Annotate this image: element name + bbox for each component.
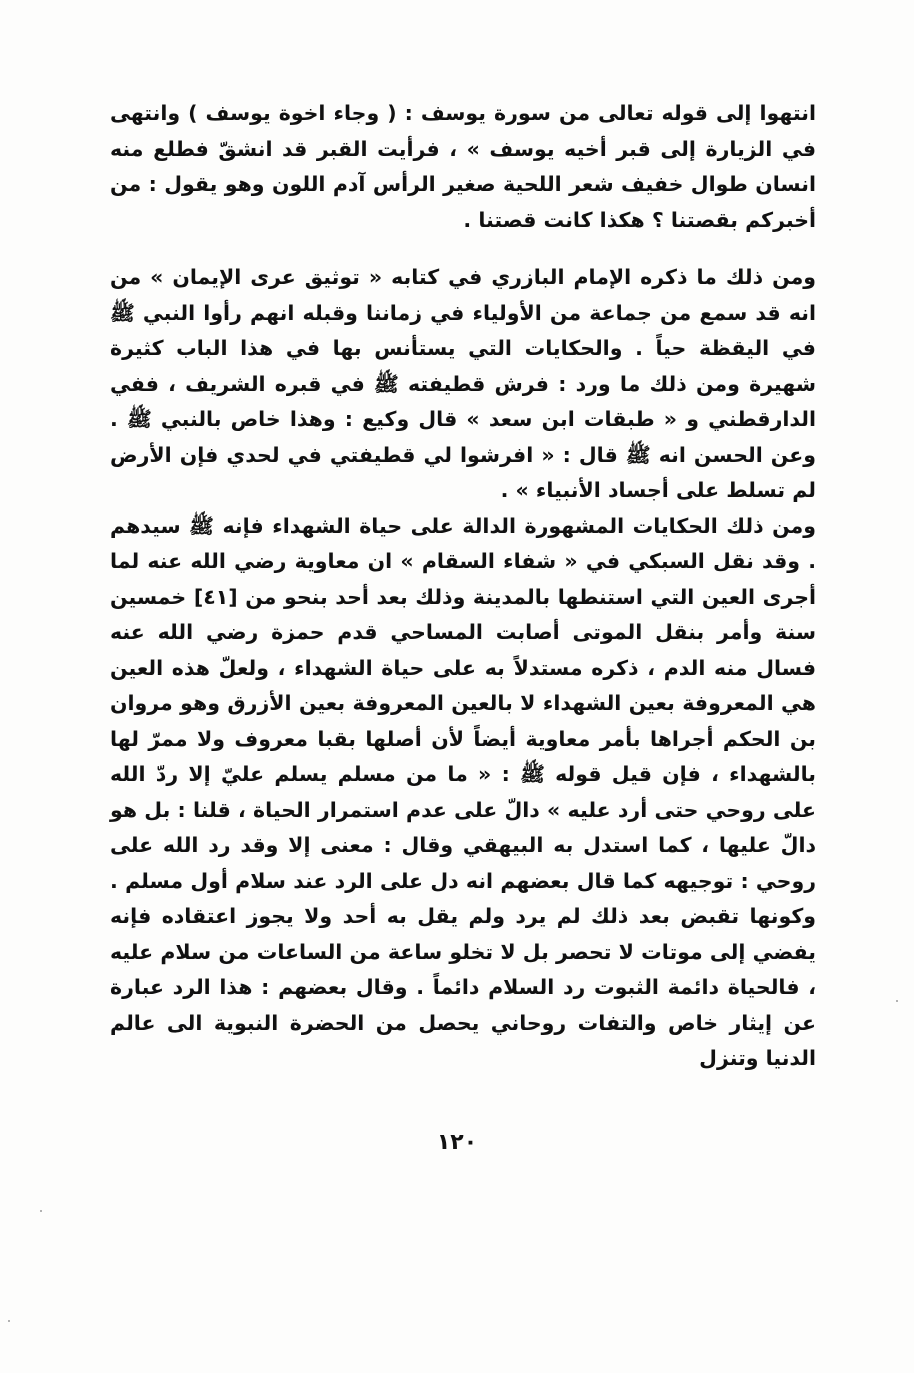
scan-speck [8,1320,10,1322]
scan-speck [896,1000,898,1002]
paragraph-3: ومن ذلك الحكايات المشهورة الدالة على حياة الشهداء فإنه ﷺ سيدهم . وقد نقل السبكي في « شفاء السقام » ان معاوية رضي الله عنه لما أجرى العين التي استنطها بالمدينة وذلك بعد أحد بنحو من [٤١] خمسين سنة وأمر بنقل الموتى أصابت المساحي قدم حمزة رضي الله عنه فسال منه الدم ، ذكره مستدلاً به على حياة الشهداء ، ولعلّ هذه العين هي المعروفة بعين الشهداء لا بالعين المعروفة بعين الأزرق وهو مروان بن الحكم أجراها بأمر معاوية أيضاً لأن أصلها بقبا معروف ولا ممرّ لها بالشهداء ، فإن قيل قوله ﷺ : « ما من مسلم يسلم عليّ إلا ردّ الله على روحي حتى أرد عليه » دالّ على عدم استمرار الحياة ، قلنا : بل هو دالّ عليها ، كما استدل به البيهقي وقال : معنى إلا وقد رد الله على روحي : توجيهه كما قال بعضهم انه دل على الرد عند سلام أول مسلم . وكونها تقبض بعد ذلك لم يرد ولم يقل به أحد ولا يجوز اعتقاده فإنه يفضي إلى موتات لا تحصر بل لا تخلو ساعة من الساعات من سلام عليه ، فالحياة دائمة الثبوت رد السلام دائماً . وقال بعضهم : هذا الرد عبارة عن إيثار خاص والتفات روحاني يحصل من الحضرة النبوية الى عالم الدنيا وتنزل [110,513,816,1070]
paragraph-2: ومن ذلك ما ذكره الإمام البازري في كتابه « توثيق عرى الإيمان » من انه قد سمع من جماعة من الأولياء في زماننا وقبله انهم رأوا النبي ﷺ في اليقظة حياً . والحكايات التي يستأنس بها في هذا الباب كثيرة شهيرة ومن ذلك ما ورد : فرش قطيفته ﷺ في قبره الشريف ، ففي الدارقطني و « طبقات ابن سعد » قال وكيع : وهذا خاص بالنبي ﷺ . وعن الحسن انه ﷺ قال : « افرشوا لي قطيفتي في لحدي فإن الأرض لم تسلط على أجساد الأنبياء » . [110,265,816,502]
scan-speck [40,1210,42,1212]
page-number: ١٢٠ [436,1130,478,1155]
paragraph-1: انتهوا إلى قوله تعالى من سورة يوسف : ( وجاء اخوة يوسف ) وانتهى في الزيارة إلى قبر أخيه يوسف » ، فرأيت القبر قد انشقّ فطلع منه انسان طوال خفيف شعر اللحية صغير الرأس آدم اللون وهو يقول : من أخبركم بقصتنا ؟ هكذا كانت قصتنا . [110,101,816,232]
document-body [110,96,816,1077]
